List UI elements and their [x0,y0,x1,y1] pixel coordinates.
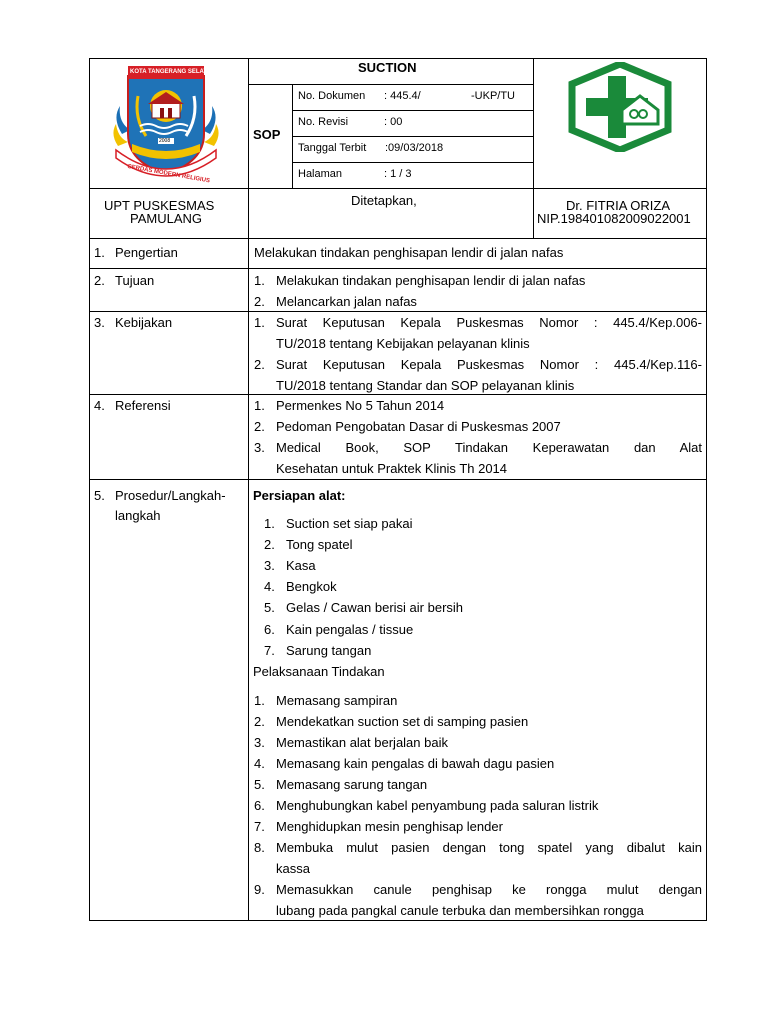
puskesmas-logo [568,62,672,152]
pelaksanaan-item: Memasang sarung tangan [276,777,428,792]
pelaksanaan-item: Menghidupkan mesin penghisap lender [276,819,503,834]
list-number: 4. [254,756,265,771]
list-number: 4. [264,579,275,594]
pengertian-label: Pengertian [115,245,178,260]
pelaksanaan-item: Mendekatkan suction set di samping pasien [276,714,529,729]
list-number: 6. [264,622,275,637]
no-dokumen-value: : 445.4/ [384,90,421,102]
list-number: 2. [254,419,265,434]
list-number: 1. [254,398,265,413]
tujuan-item: Melancarkan jalan nafas [276,294,417,309]
tanggal-terbit-label: Tanggal Terbit [298,142,367,154]
list-number: 3. [264,558,275,573]
tujuan-label: Tujuan [115,273,155,288]
pelaksanaan-item: Memasang kain pengalas di bawah dagu pasien [276,756,555,771]
org-name-line2: PAMULANG [130,211,202,226]
persiapan-item: Kasa [286,558,316,573]
tanggal-terbit-value: :09/03/2018 [385,142,444,154]
list-number: 3. [254,735,265,750]
referensi-item2: Pedoman Pengobatan Dasar di Puskesmas 2007 [276,419,561,434]
no-dokumen-label: No. Dokumen [298,90,366,102]
city-emblem-logo [108,62,224,184]
pengertian-number: 1. [94,245,105,260]
persiapan-item: Suction set siap pakai [286,516,413,531]
halaman-value: : 1 / 3 [384,168,412,180]
persiapan-item: Tong spatel [286,537,353,552]
pelaksanaan-title: Pelaksanaan Tindakan [253,664,385,679]
list-number: 3. [254,440,265,455]
prosedur-number: 5. [94,488,105,503]
halaman-label: Halaman [298,168,343,180]
emblem-motto-text: CERDAS MODERN RELIGIUS [126,163,211,185]
list-number: 1. [254,693,265,708]
persiapan-item: Gelas / Cawan berisi air bersih [286,600,464,615]
kebijakan-number: 3. [94,315,105,330]
no-dokumen-suffix: -UKP/TU [471,90,515,102]
pengertian-text: Melakukan tindakan penghisapan lendir di jalan nafas [254,245,564,260]
persiapan-item: Kain pengalas / tissue [286,622,414,637]
sop-label: SOP [253,127,281,142]
org-name-line1: UPT PUSKESMAS [104,198,215,213]
signer-nip: NIP.198401082009022001 [537,211,691,226]
pelaksanaan-item9-line1: Memasukkan canule penghisap ke rongga mulut dengan [276,882,702,897]
kebijakan-item1-line1: Surat Keputusan Kepala Puskesmas Nomor : 445.4/Kep.006- [276,315,702,330]
pelaksanaan-item8-line1: Membuka mulut pasien dengan tong spatel yang dibalut kain [276,840,702,855]
kebijakan-item1-line2: TU/2018 tentang Kebijakan pelayanan klinis [276,336,530,351]
list-number: 5. [254,777,265,792]
list-number: 7. [264,643,275,658]
list-number: 1. [254,315,265,330]
pelaksanaan-item: Menghubungkan kabel penyambung pada saluran listrik [276,798,599,813]
signer-name: Dr. FITRIA ORIZA [566,198,671,213]
tujuan-item: Melakukan tindakan penghisapan lendir di jalan nafas [276,273,586,288]
emblem-top-text: KOTA TANGERANG SELATAN [130,69,216,75]
pelaksanaan-item: Memasang sampiran [276,693,398,708]
list-number: 2. [264,537,275,552]
referensi-number: 4. [94,398,105,413]
list-number: 7. [254,819,265,834]
no-revisi-value: : 00 [384,116,403,128]
tujuan-number: 2. [94,273,105,288]
referensi-item3-line2: Kesehatan untuk Praktek Klinis Th 2014 [276,461,508,476]
list-number: 1. [264,516,275,531]
prosedur-label-line1: Prosedur/Langkah- [115,488,226,503]
list-number: 2. [254,357,265,372]
no-revisi-label: No. Revisi [298,116,349,128]
kebijakan-item2-line1: Surat Keputusan Kepala Puskesmas Nomor : 445.4/Kep.116- [276,357,702,372]
kebijakan-label: Kebijakan [115,315,173,330]
pelaksanaan-item8-line2: kassa [276,861,310,876]
referensi-item3-line1: Medical Book, SOP Tindakan Keperawatan dan Alat [276,440,702,455]
emblem-year-text: 2008 [159,138,171,144]
list-number: 2. [254,294,265,309]
list-number: 9. [254,882,265,897]
pelaksanaan-item9-line2: lubang pada pangkal canule terbuka dan membersihkan rongga [276,903,644,918]
list-number: 5. [264,600,275,615]
ditetapkan-label: Ditetapkan, [351,193,417,208]
list-number: 2. [254,714,265,729]
list-number: 8. [254,840,265,855]
persiapan-title: Persiapan alat: [253,488,346,503]
persiapan-item: Sarung tangan [286,643,372,658]
referensi-item1: Permenkes No 5 Tahun 2014 [276,398,445,413]
page-title: SUCTION [358,60,417,75]
persiapan-item: Bengkok [286,579,337,594]
referensi-label: Referensi [115,398,171,413]
kebijakan-item2-line2: TU/2018 tentang Standar dan SOP pelayanan klinis [276,378,575,393]
list-number: 6. [254,798,265,813]
pelaksanaan-item: Memastikan alat berjalan baik [276,735,448,750]
list-number: 1. [254,273,265,288]
prosedur-label-line2: langkah [115,508,161,523]
